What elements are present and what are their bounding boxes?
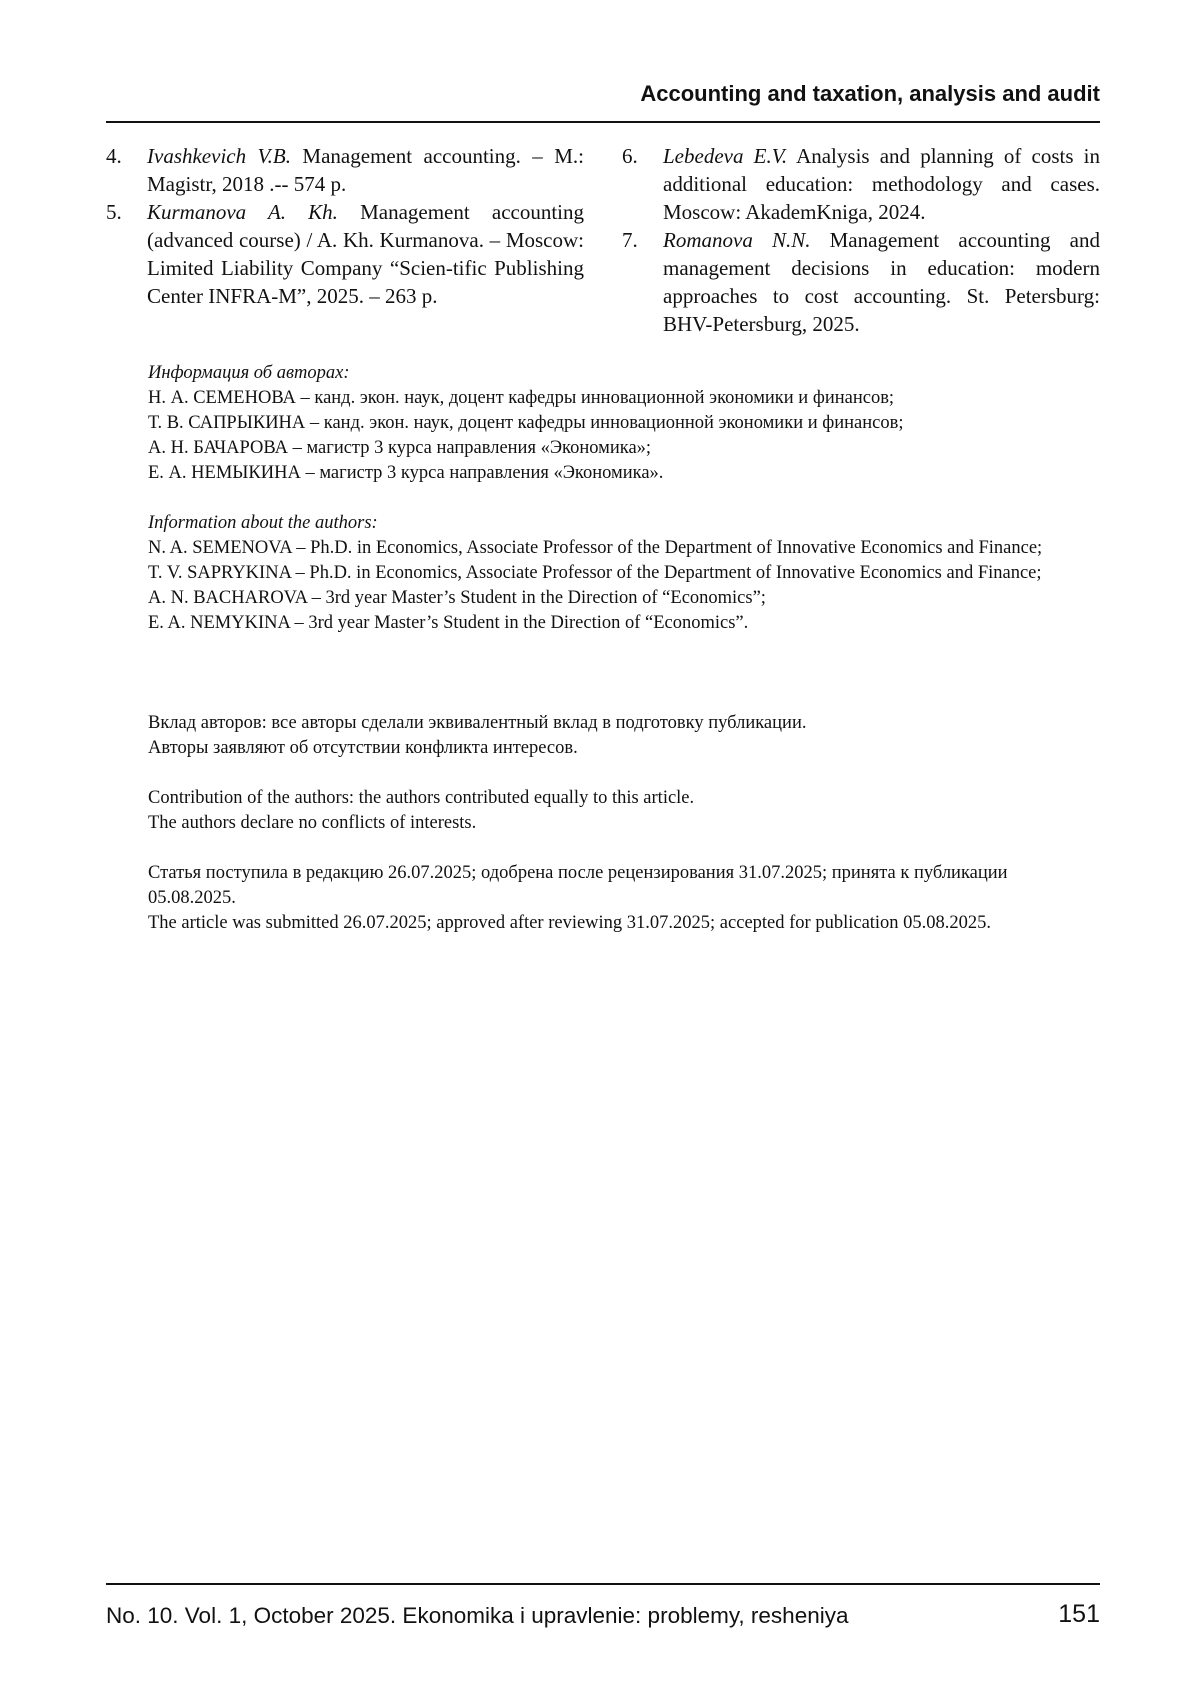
contribution-en (148, 786, 1100, 836)
conflict-en-line: The authors declare no conflicts of interests. (148, 813, 477, 833)
author-line-en: N. A. SEMENOVA – Ph.D. in Economics, Associate Professor of the Department of Innovative Economics and Finance; (148, 538, 1043, 558)
footer-rule (106, 1583, 1100, 1585)
reference-text: Analysis and planning of costs in additional education: methodology and cases. Moscow: AkademKniga, 2024. (663, 144, 1100, 224)
authors-info-ru-heading: Информация об авторах: (148, 363, 350, 383)
contribution-ru-line: Вклад авторов: все авторы сделали эквивалентный вклад в подготовку публикации. (148, 713, 807, 733)
journal-citation: No. 10. Vol. 1, October 2025. Ekonomika i upravlenie: problemy, resheniya (106, 1603, 849, 1628)
reference-number: 7. (622, 228, 638, 252)
references-right-column (622, 142, 1100, 338)
reference-text: Management accounting (advanced course) / A. Kh. Kurmanova. – Moscow: Limited Liability Company “Scien-tific Publishing Center INFRA-M”, 2025. – 263 p. (147, 200, 584, 308)
page-number: 151 (1058, 1600, 1100, 1628)
reference-author: Ivashkevich V.B. (147, 144, 291, 168)
authors-info-en (148, 511, 1100, 636)
reference-number: 6. (622, 144, 638, 168)
article-dates-en: The article was submitted 26.07.2025; approved after reviewing 31.07.2025; accepted for publication 05.08.2025. (148, 913, 992, 933)
reference-item (622, 142, 1100, 226)
author-line-ru: Е. А. НЕМЫКИНА – магистр 3 курса направления «Экономика». (148, 463, 664, 483)
author-line-en: T. V. SAPRYKINA – Ph.D. in Economics, Associate Professor of the Department of Innovative Economics and Finance; (148, 563, 1042, 583)
authors-info-ru (148, 361, 1100, 486)
reference-author: Romanova N.N. (663, 228, 811, 252)
reference-text: Management accounting and management decisions in education: modern approaches to cost accounting. St. Petersburg: BHV-Petersburg, 2025. (663, 228, 1101, 336)
conflict-ru-line: Авторы заявляют об отсутствии конфликта интересов. (148, 738, 578, 758)
author-line-ru: А. Н. БАЧАРОВА – магистр 3 курса направления «Экономика»; (148, 438, 652, 458)
authors-info-en-heading: Information about the authors: (148, 513, 378, 533)
author-line-en: A. N. BACHAROVA – 3rd year Master’s Student in the Direction of “Economics”; (148, 588, 766, 608)
author-line-ru: Н. А. СЕМЕНОВА – канд. экон. наук, доцент кафедры инновационной экономики и финансов; (148, 388, 895, 408)
header-rule (106, 121, 1100, 123)
reference-text: Management accounting. – M.: Magistr, 2018 .-- 574 p. (147, 144, 585, 196)
contribution-en-line: Contribution of the authors: the authors contributed equally to this article. (148, 788, 695, 808)
reference-author: Lebedeva E.V. (663, 144, 788, 168)
reference-number: 5. (106, 200, 122, 224)
reference-author: Kurmanova A. Kh. (147, 200, 338, 224)
reference-item (106, 198, 584, 310)
article-dates-ru: Статья поступила в редакцию 26.07.2025; одобрена после рецензирования 31.07.2025; принята к публикации 05.08.2025. (148, 863, 1008, 908)
article-dates (148, 861, 1100, 936)
reference-item (106, 142, 584, 198)
author-line-ru: Т. В. САПРЫКИНА – канд. экон. наук, доцент кафедры инновационной экономики и финансов; (148, 413, 904, 433)
references-left-column (106, 142, 584, 310)
reference-number: 4. (106, 144, 122, 168)
reference-item (622, 226, 1100, 338)
contribution-ru (148, 711, 1100, 761)
running-title: Accounting and taxation, analysis and audit (640, 81, 1100, 106)
author-line-en: E. A. NEMYKINA – 3rd year Master’s Student in the Direction of “Economics”. (148, 613, 749, 633)
